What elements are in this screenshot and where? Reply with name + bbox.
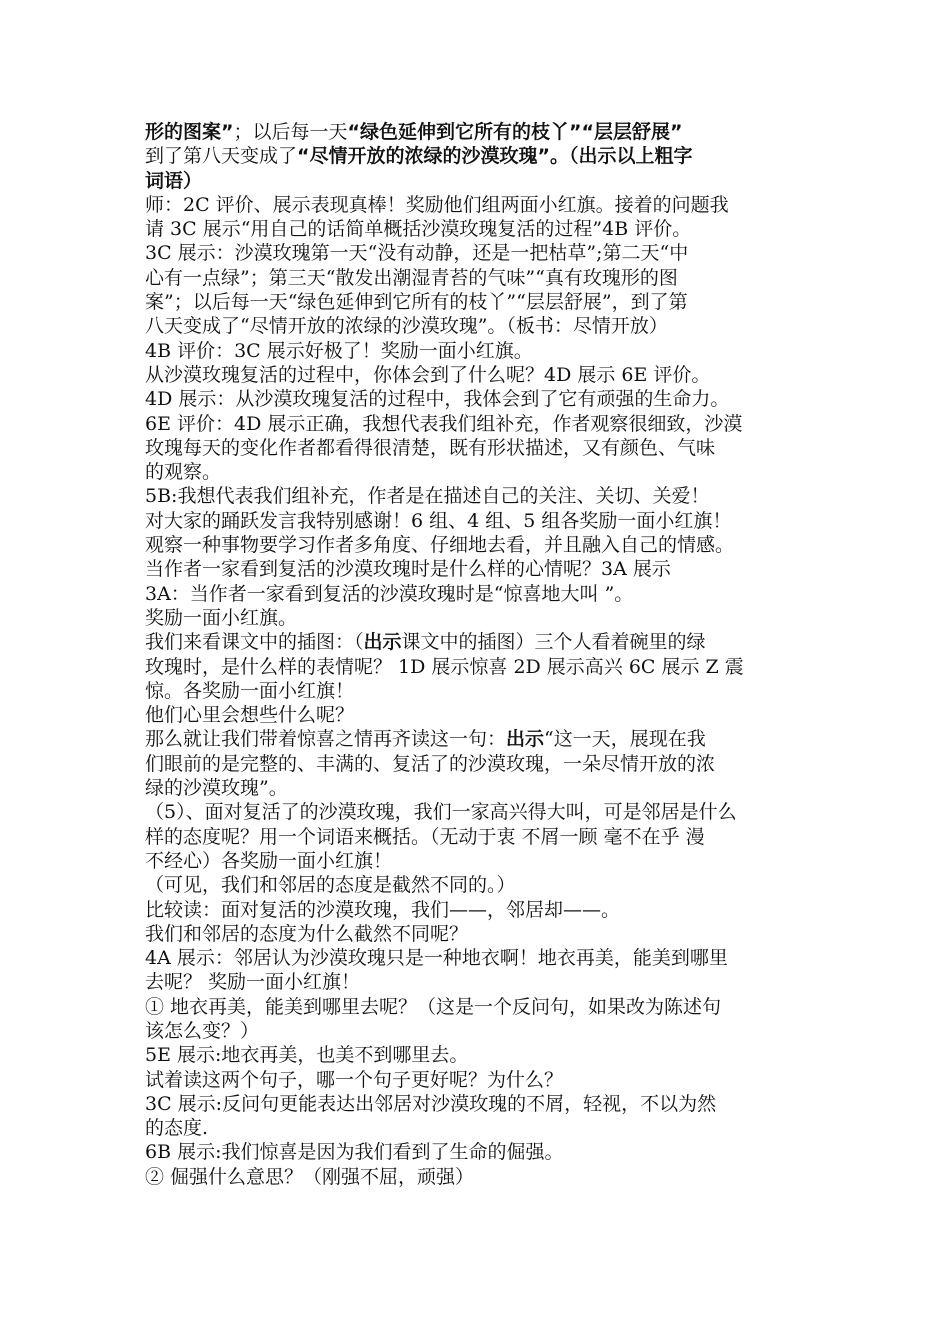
text-run: （5）、面对复活了的沙漠玫瑰，我们一家高兴得大叫，可是邻居是什么 <box>145 801 737 824</box>
text-line <box>145 995 835 1019</box>
text-line <box>145 679 835 703</box>
text-run: 该怎么变？） <box>145 1019 260 1042</box>
text-run: 玫瑰时，是什么样的表情呢？ 1D 展示惊喜 2D 展示高兴 6C 展示 Z 震 <box>145 655 744 678</box>
bold-text-run: 出示 <box>363 631 402 654</box>
text-line <box>145 509 835 533</box>
text-line <box>145 217 835 241</box>
text-run: 那么就让我们带着惊喜之情再齐读这一句： <box>145 728 507 751</box>
text-line <box>145 120 835 144</box>
text-line <box>145 412 835 436</box>
text-line <box>145 970 835 994</box>
text-run: 样的态度呢？用一个词语来概括。（无动于衷 不屑一顾 毫不在乎 漫 <box>145 825 705 848</box>
text-line <box>145 363 835 387</box>
text-line <box>145 266 835 290</box>
text-line <box>145 169 835 193</box>
bold-text-run: 形的图案” <box>145 121 234 143</box>
text-line <box>145 193 835 217</box>
text-run: 惊。各奖励一面小红旗！ <box>145 679 355 702</box>
text-run: 从沙漠玫瑰复活的过程中，你体会到了什么呢？4D 展示 6E 评价。 <box>145 363 711 386</box>
text-line <box>145 1019 835 1043</box>
text-line <box>145 533 835 557</box>
text-line <box>145 241 835 265</box>
text-run: ① 地衣再美，能美到哪里去呢？（这是一个反问句，如果改为陈述句 <box>145 995 722 1018</box>
text-run: 他们心里会想些什么呢？ <box>145 704 355 727</box>
text-run: 不经心）各奖励一面小红旗！ <box>145 849 393 872</box>
text-line <box>145 484 835 508</box>
text-run: 师：2C 评价、展示表现真棒！奖励他们组两面小红旗。接着的问题我 <box>145 193 729 216</box>
text-run: 比较读：面对复活的沙漠玫瑰，我们——，邻居却——。 <box>145 898 621 921</box>
text-run: 我们和邻居的态度为什么截然不同呢？ <box>145 922 469 945</box>
text-run: 的观察。 <box>145 461 222 484</box>
text-run: 3A：当作者一家看到复活的沙漠玫瑰时是“惊喜地大叫 ”。 <box>145 582 634 605</box>
text-line <box>145 1092 835 1116</box>
text-run: 4A 展示：邻居认为沙漠玫瑰只是一种地衣啊！地衣再美，能美到哪里 <box>145 947 728 970</box>
text-run: 到了第八天变成了 <box>145 145 298 168</box>
text-line <box>145 1116 835 1140</box>
text-run: 4D 展示：从沙漠玫瑰复活的过程中，我体会到了它有顽强的生命力。 <box>145 388 730 411</box>
text-run: 试着读这两个句子，哪一个句子更好呢？为什么？ <box>145 1068 564 1091</box>
text-run: 们眼前的是完整的、丰满的、复活了的沙漠玫瑰，一朵尽情开放的浓 <box>145 752 716 775</box>
text-line <box>145 630 835 654</box>
text-line <box>145 776 835 800</box>
text-line <box>145 144 835 168</box>
text-line <box>145 606 835 630</box>
text-run: ；以后每一天 <box>233 121 348 143</box>
text-run: 请 3C 展示“用自己的话简单概括沙漠玫瑰复活的过程”4B 评价。 <box>145 218 692 241</box>
text-run: 观察一种事物要学习作者多角度、仔细地去看，并且融入自己的情感。 <box>145 534 735 557</box>
text-line <box>145 1043 835 1067</box>
text-line <box>145 1140 835 1164</box>
document-page <box>145 120 835 1189</box>
text-run: 我们来看课文中的插图：（ <box>145 631 364 654</box>
bold-text-run: 出示 <box>506 728 545 751</box>
text-line <box>145 655 835 679</box>
text-run: 去呢？ 奖励一面小红旗！ <box>145 971 361 994</box>
text-run: 6B 展示:我们惊喜是因为我们看到了生命的倔强。 <box>145 1141 564 1164</box>
text-line <box>145 752 835 776</box>
text-line <box>145 460 835 484</box>
text-line <box>145 849 835 873</box>
text-line <box>145 922 835 946</box>
text-line <box>145 557 835 581</box>
text-line <box>145 1068 835 1092</box>
text-run: 5B:我想代表我们组补充，作者是在描述自己的关注、关切、关爱！ <box>145 485 710 508</box>
text-run: 5E 展示:地衣再美，也美不到哪里去。 <box>145 1044 469 1067</box>
text-line <box>145 898 835 922</box>
text-line <box>145 800 835 824</box>
text-line <box>145 873 835 897</box>
text-run: 奖励一面小红旗。 <box>145 606 298 629</box>
text-line <box>145 436 835 460</box>
text-line <box>145 339 835 363</box>
text-run: 的态度. <box>145 1117 209 1140</box>
text-run: 八天变成了“尽情开放的浓绿的沙漠玫瑰”。（板书：尽情开放） <box>145 315 668 338</box>
text-run: 心有一点绿”；第三天“散发出潮湿青苔的气味”“真有玫瑰形的图 <box>145 266 678 289</box>
text-line <box>145 387 835 411</box>
text-run: “这一天，展现在我 <box>544 728 706 751</box>
text-run: ② 倔强什么意思？（刚强不屈，顽强） <box>145 1165 475 1188</box>
text-run: 玫瑰每天的变化作者都看得很清楚，既有形状描述，又有颜色、气味 <box>145 436 716 459</box>
text-run: 4B 评价：3C 展示好极了！奖励一面小红旗。 <box>145 339 533 362</box>
text-run: 案”；以后每一天“绿色延伸到它所有的枝丫”“层层舒展”，到了第 <box>145 291 688 314</box>
bold-text-run: “尽情开放的浓绿的沙漠玫瑰”。（出示以上粗字 <box>297 145 693 168</box>
text-run: 对大家的踊跃发言我特别感谢！6 组、4 组、5 组各奖励一面小红旗！ <box>145 509 732 532</box>
text-line <box>145 727 835 751</box>
text-run: 6E 评价：4D 展示正确，我想代表我们组补充，作者观察很细致，沙漠 <box>145 412 743 435</box>
text-run: 绿的沙漠玫瑰”。 <box>145 777 288 800</box>
text-run: 课文中的插图）三个人看着碗里的绿 <box>401 631 706 654</box>
text-line <box>145 582 835 606</box>
text-line <box>145 1165 835 1189</box>
text-run: 3C 展示:反问句更能表达出邻居对沙漠玫瑰的不屑，轻视，不以为然 <box>145 1092 717 1115</box>
text-line <box>145 825 835 849</box>
bold-text-run: 词语） <box>145 169 203 192</box>
text-line <box>145 946 835 970</box>
text-run: 当作者一家看到复活的沙漠玫瑰时是什么样的心情呢？3A 展示 <box>145 558 671 581</box>
text-line <box>145 703 835 727</box>
text-run: 3C 展示：沙漠玫瑰第一天“没有动静，还是一把枯草”;第二天“中 <box>145 242 689 265</box>
text-line <box>145 314 835 338</box>
bold-text-run: “绿色延伸到它所有的枝丫”“层层舒展” <box>347 121 683 143</box>
text-line <box>145 290 835 314</box>
text-run: （可见，我们和邻居的态度是截然不同的。） <box>145 874 516 897</box>
